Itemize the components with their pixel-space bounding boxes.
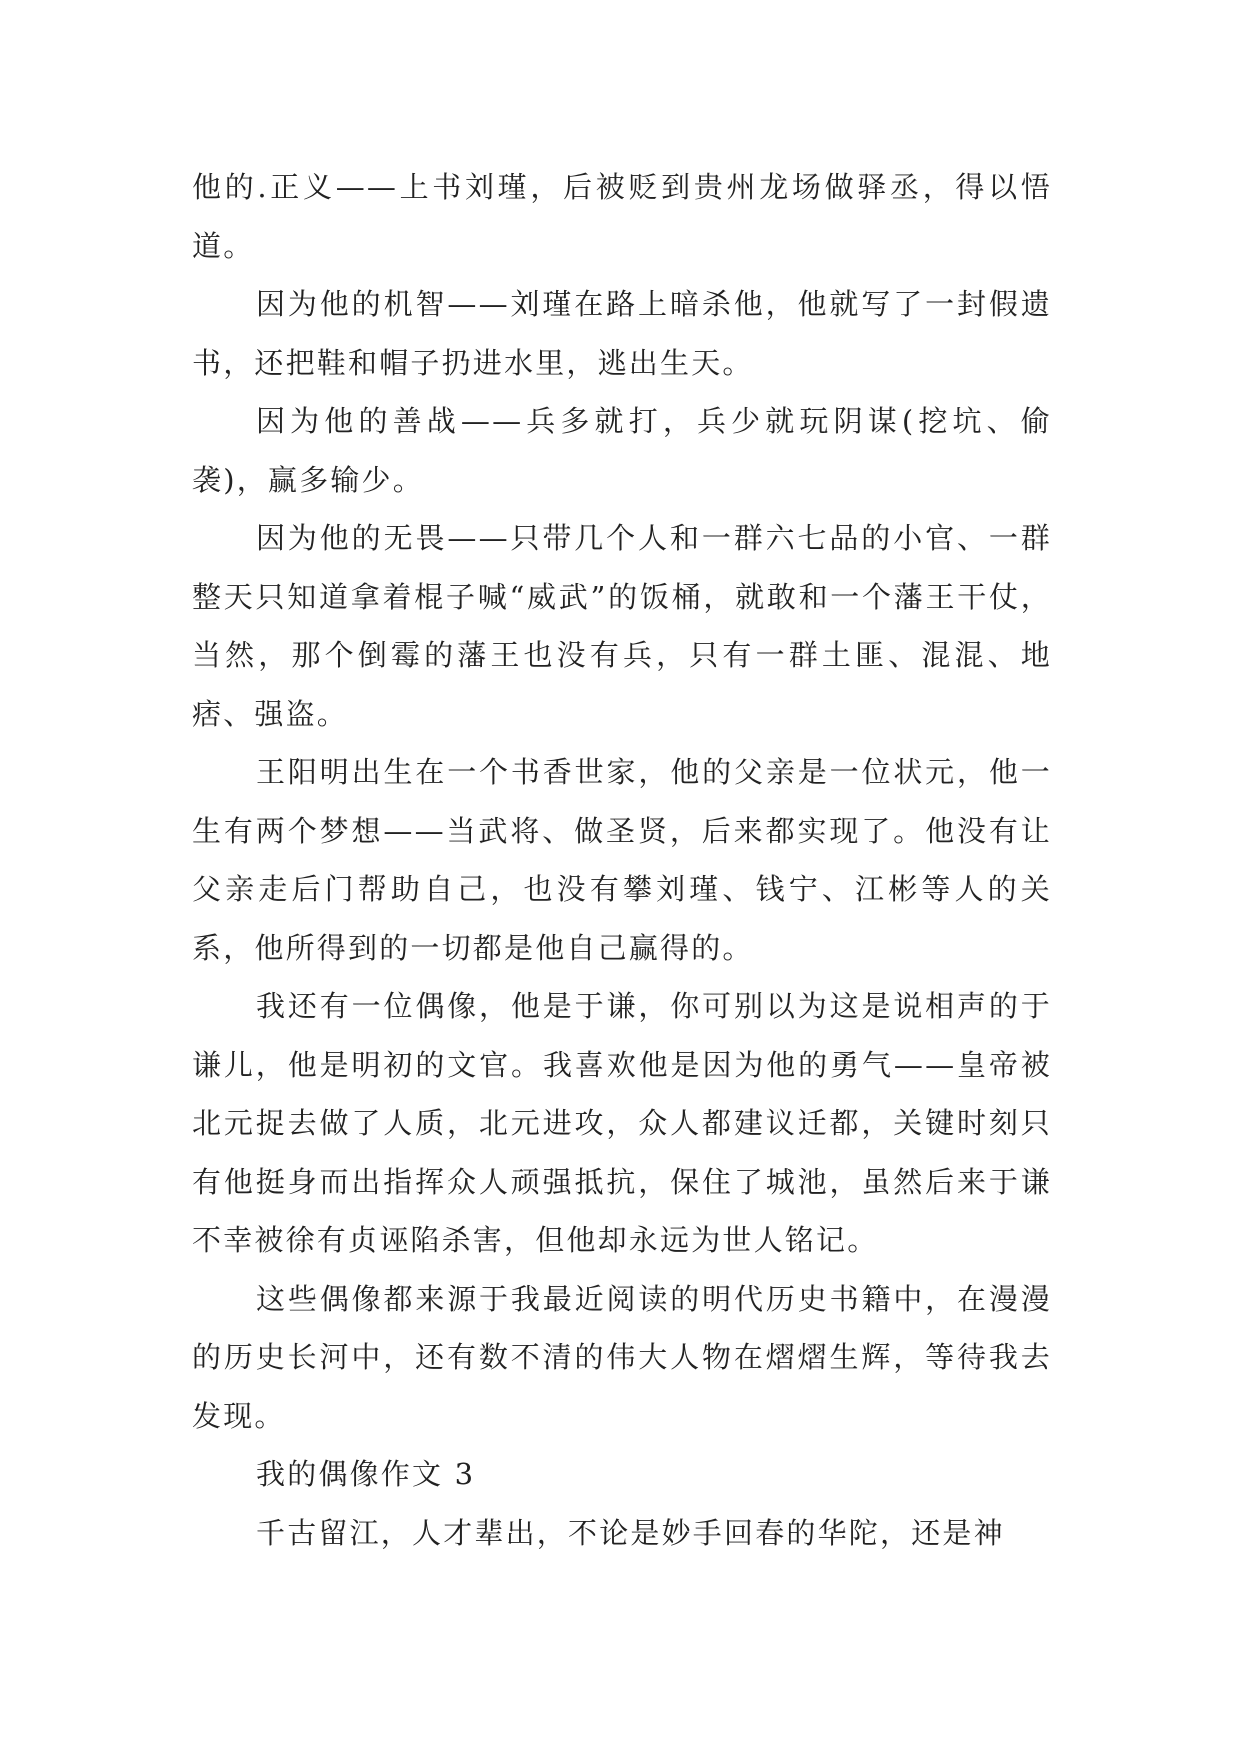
paragraph-1: 他的.正义——上书刘瑾，后被贬到贵州龙场做驿丞，得以悟道。 (192, 170, 1052, 263)
paragraph-3: 因为他的善战——兵多就打，兵少就玩阴谋(挖坑、偷袭)，赢多输少。 (192, 404, 1052, 497)
paragraph-2: 因为他的机智——刘瑾在路上暗杀他，他就写了一封假遗书，还把鞋和帽子扔进水里，逃出生天。 (192, 287, 1052, 380)
paragraph-5: 王阳明出生在一个书香世家，他的父亲是一位状元，他一生有两个梦想——当武将、做圣贤，后来都实现了。他没有让父亲走后门帮助自己，也没有攀刘瑾、钱宁、江彬等人的关系，他所得到的一切都是他自己赢得的。 (192, 755, 1052, 965)
document-page (192, 158, 1052, 1562)
paragraph-4: 因为他的无畏——只带几个人和一群六七品的小官、一群整天只知道拿着棍子喊“威武”的饭桶，就敢和一个藩王干仗，当然，那个倒霉的藩王也没有兵，只有一群土匪、混混、地痞、强盗。 (192, 521, 1052, 731)
section-heading: 我的偶像作文 3 (256, 1457, 476, 1491)
paragraph-8: 千古留江，人才辈出，不论是妙手回春的华陀，还是神 (256, 1515, 1005, 1550)
paragraph-6: 我还有一位偶像，他是于谦，你可别以为这是说相声的于谦儿，他是明初的文官。我喜欢他是因为他的勇气——皇帝被北元捉去做了人质，北元进攻，众人都建议迁都，关键时刻只有他挺身而出指挥众人顽强抵抗，保住了城池，虽然后来于谦不幸被徐有贞诬陷杀害，但他却永远为世人铭记。 (192, 989, 1052, 1257)
paragraph-7: 这些偶像都来源于我最近阅读的明代历史书籍中，在漫漫的历史长河中，还有数不清的伟大人物在熠熠生辉，等待我去发现。 (192, 1281, 1052, 1433)
